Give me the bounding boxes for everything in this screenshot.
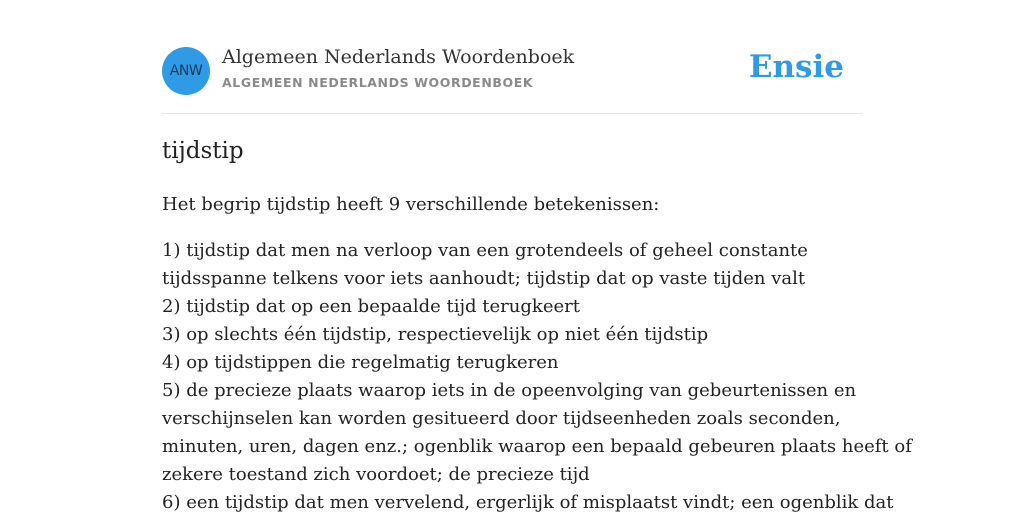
anw-logo[interactable]: ANW xyxy=(162,47,210,95)
meanings-list xyxy=(162,237,912,512)
meaning-line: 3) op slechts één tijdstip, respectievelijk op niet één tijdstip xyxy=(162,324,709,345)
site-header xyxy=(162,46,862,96)
ensie-logo[interactable]: Ensie xyxy=(748,49,844,85)
meaning-line: 1) tijdstip dat men na verloop van een grotendeels of geheel constante xyxy=(162,240,808,261)
site-subtitle: ALGEMEEN NEDERLANDS WOORDENBOEK xyxy=(222,75,534,90)
meaning-line: zekere toestand zich voordoet; de precieze tijd xyxy=(162,464,590,485)
meanings-intro: Het begrip tijdstip heeft 9 verschillende betekenissen: xyxy=(162,194,660,215)
meaning-line: 5) de precieze plaats waarop iets in de opeenvolging van gebeurtenissen en xyxy=(162,380,857,401)
meaning-line: tijdsspanne telkens voor iets aanhoudt; tijdstip dat op vaste tijden valt xyxy=(162,268,806,289)
page-title: tijdstip xyxy=(162,138,244,164)
meaning-line: verschijnselen kan worden gesitueerd door tijdseenheden zoals seconden, xyxy=(162,408,841,429)
meaning-line: 2) tijdstip dat op een bepaalde tijd terugkeert xyxy=(162,296,580,317)
meaning-line: minuten, uren, dagen enz.; ogenblik waarop een bepaald gebeuren plaats heeft of xyxy=(162,436,912,457)
header-divider xyxy=(162,113,862,114)
meaning-line: 4) op tijdstippen die regelmatig terugkeren xyxy=(162,352,559,373)
meaning-line: 6) een tijdstip dat men vervelend, ergerlijk of misplaatst vindt; een ogenblik dat xyxy=(162,492,894,512)
site-title[interactable]: Algemeen Nederlands Woordenboek xyxy=(222,46,575,68)
